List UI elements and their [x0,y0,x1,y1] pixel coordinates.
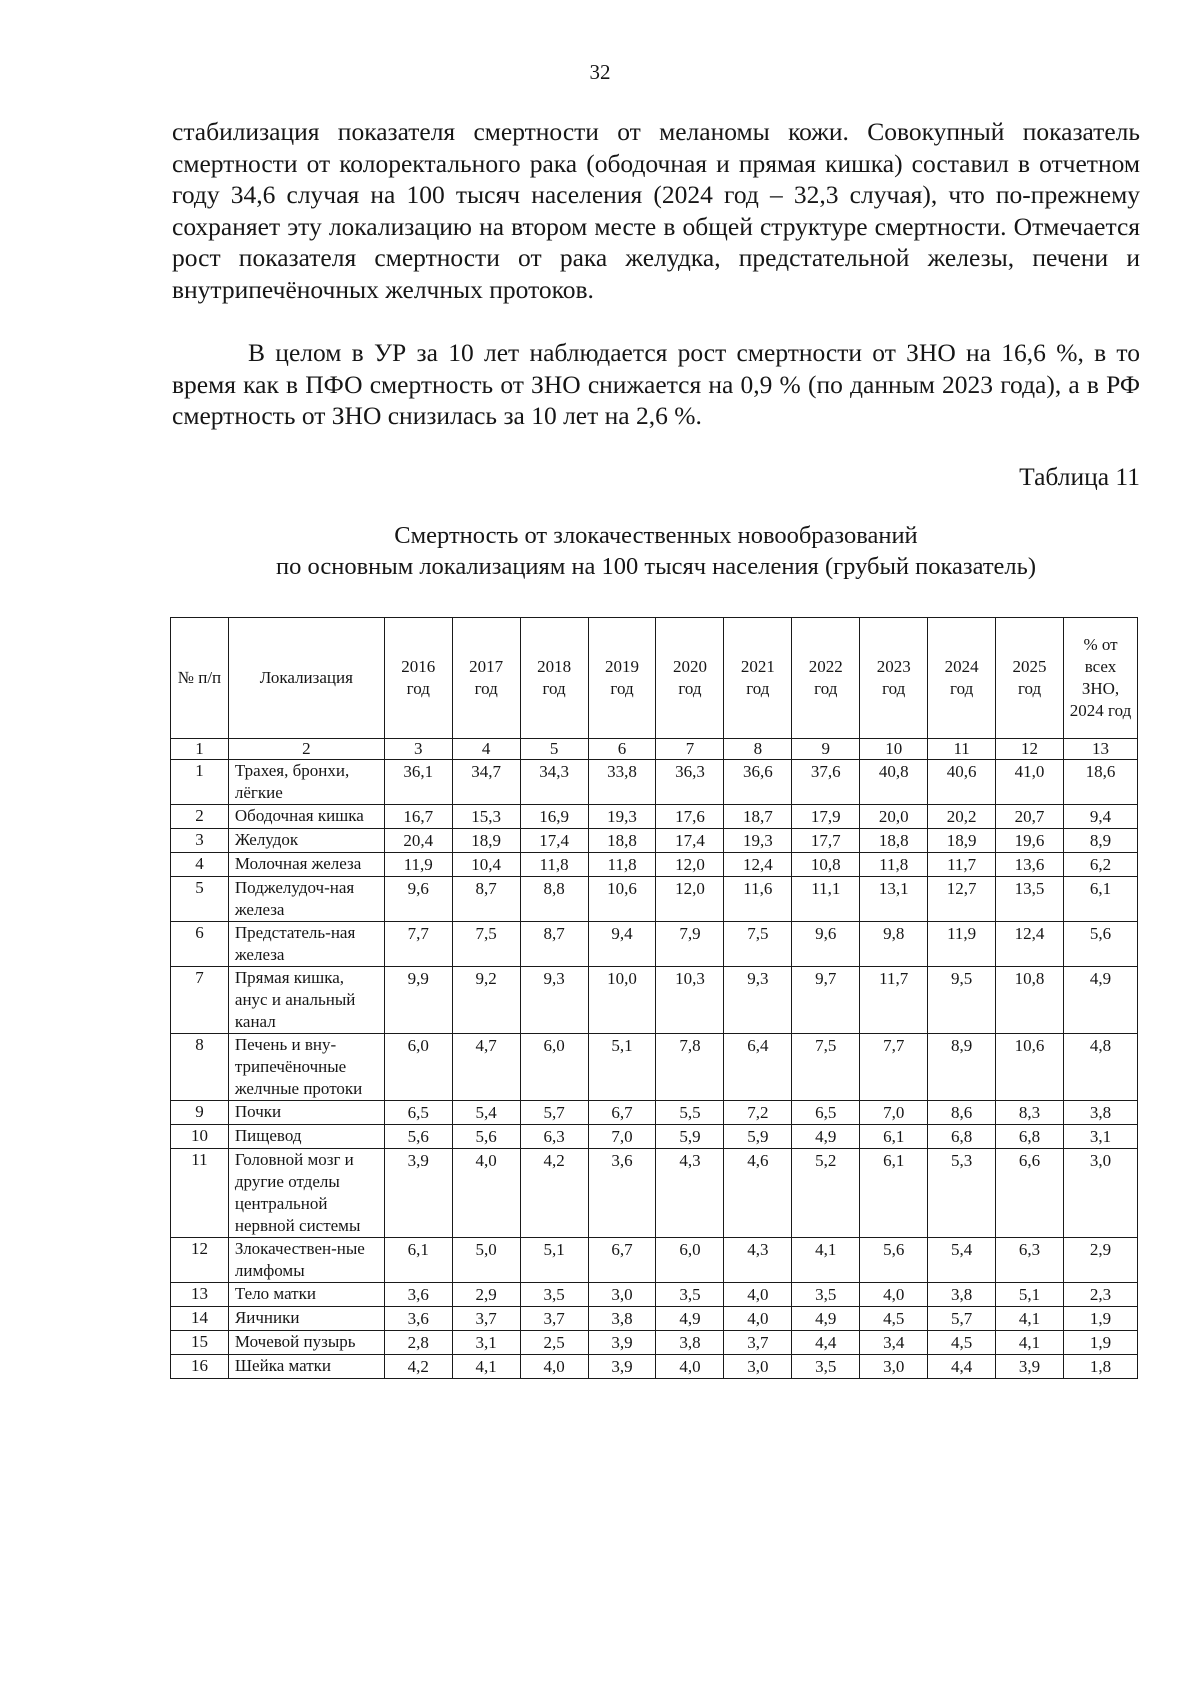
row-value: 10,8 [792,853,860,877]
row-localization: Прямая кишка, анус и анальный канал [228,967,384,1034]
row-value: 7,0 [588,1125,656,1149]
row-value: 12,4 [996,922,1064,967]
row-value: 9,3 [724,967,792,1034]
table-number: Таблица 11 [1019,462,1140,491]
row-value: 3,5 [792,1283,860,1307]
table-row [171,1149,1138,1238]
row-value: 5,1 [588,1034,656,1101]
row-value: 16,9 [520,805,588,829]
row-index: 11 [171,1149,229,1238]
row-percent: 9,4 [1064,805,1138,829]
row-localization: Печень и вну-трипечёночные желчные протоки [228,1034,384,1101]
row-value: 3,5 [656,1283,724,1307]
row-value: 6,1 [860,1125,928,1149]
row-value: 3,9 [996,1355,1064,1379]
row-localization: Пищевод [228,1125,384,1149]
row-value: 12,0 [656,877,724,922]
row-value: 9,9 [384,967,452,1034]
row-value: 11,8 [520,853,588,877]
row-index: 12 [171,1238,229,1283]
row-value: 7,2 [724,1101,792,1125]
row-index: 10 [171,1125,229,1149]
row-localization: Предстатель-ная железа [228,922,384,967]
row-value: 8,6 [928,1101,996,1125]
row-index: 5 [171,877,229,922]
row-value: 6,0 [520,1034,588,1101]
row-value: 11,7 [928,853,996,877]
row-value: 10,0 [588,967,656,1034]
table-row [171,853,1138,877]
row-value: 5,7 [520,1101,588,1125]
row-value: 2,8 [384,1331,452,1355]
row-value: 8,3 [996,1101,1064,1125]
row-value: 10,6 [996,1034,1064,1101]
row-value: 8,9 [928,1034,996,1101]
header-year: 2021 год [724,618,792,739]
table-row [171,1307,1138,1331]
row-value: 34,7 [452,760,520,805]
row-index: 9 [171,1101,229,1125]
row-value: 2,5 [520,1331,588,1355]
row-value: 5,3 [928,1149,996,1238]
row-value: 3,4 [860,1331,928,1355]
row-value: 6,1 [860,1149,928,1238]
row-value: 3,8 [928,1283,996,1307]
row-value: 4,2 [520,1149,588,1238]
row-value: 6,8 [928,1125,996,1149]
row-value: 3,6 [384,1283,452,1307]
row-value: 3,8 [588,1307,656,1331]
row-value: 9,6 [384,877,452,922]
row-value: 5,2 [792,1149,860,1238]
row-value: 13,5 [996,877,1064,922]
row-percent: 4,9 [1064,967,1138,1034]
row-value: 4,9 [792,1307,860,1331]
row-value: 36,3 [656,760,724,805]
row-value: 9,7 [792,967,860,1034]
row-percent: 3,0 [1064,1149,1138,1238]
row-localization: Ободочная кишка [228,805,384,829]
page-number: 32 [589,60,611,84]
row-value: 18,8 [860,829,928,853]
row-index: 7 [171,967,229,1034]
row-value: 10,3 [656,967,724,1034]
row-value: 34,3 [520,760,588,805]
row-value: 8,7 [520,922,588,967]
row-value: 20,0 [860,805,928,829]
column-number-row [171,739,1138,760]
row-localization: Желудок [228,829,384,853]
column-number: 1 [171,739,229,760]
row-percent: 1,9 [1064,1307,1138,1331]
row-percent: 1,8 [1064,1355,1138,1379]
row-index: 15 [171,1331,229,1355]
row-value: 3,7 [452,1307,520,1331]
header-year: 2017 год [452,618,520,739]
row-value: 18,9 [452,829,520,853]
row-value: 5,4 [452,1101,520,1125]
row-index: 8 [171,1034,229,1101]
header-year: 2018 год [520,618,588,739]
row-value: 5,1 [996,1283,1064,1307]
row-value: 5,9 [656,1125,724,1149]
row-percent: 3,1 [1064,1125,1138,1149]
row-value: 19,6 [996,829,1064,853]
row-percent: 1,9 [1064,1331,1138,1355]
column-number: 11 [928,739,996,760]
row-value: 4,9 [792,1125,860,1149]
row-value: 9,6 [792,922,860,967]
row-value: 6,7 [588,1101,656,1125]
header-index: № п/п [171,618,229,739]
row-value: 3,9 [588,1355,656,1379]
row-localization: Яичники [228,1307,384,1331]
table-row [171,877,1138,922]
row-value: 9,4 [588,922,656,967]
row-index: 16 [171,1355,229,1379]
row-value: 17,4 [520,829,588,853]
row-localization: Злокачествен-ные лимфомы [228,1238,384,1283]
row-value: 4,6 [724,1149,792,1238]
row-percent: 3,8 [1064,1101,1138,1125]
row-value: 40,6 [928,760,996,805]
row-value: 4,2 [384,1355,452,1379]
row-value: 17,9 [792,805,860,829]
mortality-table [170,617,1138,1379]
row-localization: Головной мозг и другие отделы центральной нервной системы [228,1149,384,1238]
row-index: 2 [171,805,229,829]
row-value: 5,9 [724,1125,792,1149]
row-value: 5,4 [928,1238,996,1283]
row-value: 20,7 [996,805,1064,829]
row-value: 16,7 [384,805,452,829]
column-number: 10 [860,739,928,760]
row-value: 3,9 [384,1149,452,1238]
row-value: 17,7 [792,829,860,853]
row-localization: Тело матки [228,1283,384,1307]
row-index: 1 [171,760,229,805]
row-value: 3,0 [860,1355,928,1379]
row-value: 11,6 [724,877,792,922]
row-value: 7,5 [724,922,792,967]
column-number: 7 [656,739,724,760]
row-value: 3,0 [724,1355,792,1379]
row-index: 3 [171,829,229,853]
row-value: 8,8 [520,877,588,922]
row-value: 4,5 [928,1331,996,1355]
row-value: 4,5 [860,1307,928,1331]
row-value: 7,7 [860,1034,928,1101]
table-row [171,1283,1138,1307]
row-value: 4,3 [724,1238,792,1283]
row-index: 4 [171,853,229,877]
row-value: 6,3 [520,1125,588,1149]
row-value: 5,1 [520,1238,588,1283]
column-number: 9 [792,739,860,760]
row-value: 3,0 [588,1283,656,1307]
table-row [171,760,1138,805]
row-value: 11,8 [860,853,928,877]
row-localization: Мочевой пузырь [228,1331,384,1355]
row-value: 7,5 [792,1034,860,1101]
row-value: 11,9 [928,922,996,967]
row-value: 3,8 [656,1331,724,1355]
row-value: 5,6 [384,1125,452,1149]
row-value: 10,8 [996,967,1064,1034]
row-value: 36,6 [724,760,792,805]
column-number: 6 [588,739,656,760]
row-value: 4,1 [792,1238,860,1283]
row-value: 13,6 [996,853,1064,877]
column-number: 12 [996,739,1064,760]
header-year: 2023 год [860,618,928,739]
row-value: 18,9 [928,829,996,853]
row-value: 19,3 [724,829,792,853]
row-value: 17,4 [656,829,724,853]
row-value: 6,4 [724,1034,792,1101]
row-value: 4,0 [656,1355,724,1379]
row-value: 5,6 [860,1238,928,1283]
row-value: 20,2 [928,805,996,829]
row-value: 18,8 [588,829,656,853]
row-value: 40,8 [860,760,928,805]
column-number: 8 [724,739,792,760]
row-value: 9,3 [520,967,588,1034]
row-value: 4,0 [724,1283,792,1307]
body-paragraph-1: стабилизация показателя смертности от меланомы кожи. Совокупный показатель смертности от колоректального рака (ободочная и прямая кишка) составил в отчетном году 34,6 случая на 100 тысяч населения (2024 год – 32,3 случая), что по-прежнему сохраняет эту локализацию на втором месте в общей структуре смертности. Отмечается рост показателя смертности от рака желудка, предстательной железы, печени и внутрипечёночных желчных протоков. [172,117,1140,304]
row-percent: 6,1 [1064,877,1138,922]
row-value: 11,1 [792,877,860,922]
row-value: 11,9 [384,853,452,877]
header-year: 2025 год [996,618,1064,739]
row-value: 6,6 [996,1149,1064,1238]
row-value: 4,0 [860,1283,928,1307]
row-value: 5,0 [452,1238,520,1283]
row-value: 6,8 [996,1125,1064,1149]
row-percent: 6,2 [1064,853,1138,877]
row-value: 3,7 [520,1307,588,1331]
header-year: 2016 год [384,618,452,739]
row-value: 37,6 [792,760,860,805]
column-number: 13 [1064,739,1138,760]
row-value: 11,7 [860,967,928,1034]
row-value: 15,3 [452,805,520,829]
table-row [171,805,1138,829]
column-number: 4 [452,739,520,760]
row-value: 4,3 [656,1149,724,1238]
row-index: 6 [171,922,229,967]
row-value: 10,6 [588,877,656,922]
row-value: 5,5 [656,1101,724,1125]
row-index: 13 [171,1283,229,1307]
row-value: 6,5 [384,1101,452,1125]
table-row [171,1034,1138,1101]
table-row [171,829,1138,853]
row-localization: Шейка матки [228,1355,384,1379]
row-value: 6,5 [792,1101,860,1125]
row-value: 18,7 [724,805,792,829]
row-percent: 4,8 [1064,1034,1138,1101]
row-value: 3,9 [588,1331,656,1355]
row-value: 4,4 [928,1355,996,1379]
row-value: 4,1 [452,1355,520,1379]
row-localization: Трахея, бронхи, лёгкие [228,760,384,805]
row-value: 3,5 [520,1283,588,1307]
row-value: 4,0 [520,1355,588,1379]
row-value: 7,5 [452,922,520,967]
row-value: 6,0 [384,1034,452,1101]
column-number: 5 [520,739,588,760]
row-value: 6,0 [656,1238,724,1283]
header-localization: Локализация [228,618,384,739]
row-index: 14 [171,1307,229,1331]
row-value: 3,6 [588,1149,656,1238]
row-value: 33,8 [588,760,656,805]
row-percent: 5,6 [1064,922,1138,967]
row-value: 10,4 [452,853,520,877]
row-value: 11,8 [588,853,656,877]
row-value: 13,1 [860,877,928,922]
row-value: 4,0 [452,1149,520,1238]
header-percent: % от всех ЗНО, 2024 год [1064,618,1138,739]
row-value: 9,2 [452,967,520,1034]
row-value: 8,7 [452,877,520,922]
row-localization: Поджелудоч-ная железа [228,877,384,922]
row-value: 6,3 [996,1238,1064,1283]
row-value: 41,0 [996,760,1064,805]
header-year: 2020 год [656,618,724,739]
row-value: 3,1 [452,1331,520,1355]
table-row [171,1101,1138,1125]
row-value: 5,6 [452,1125,520,1149]
header-year: 2019 год [588,618,656,739]
table-row [171,1238,1138,1283]
row-value: 4,7 [452,1034,520,1101]
row-value: 7,7 [384,922,452,967]
row-value: 4,0 [724,1307,792,1331]
row-value: 4,4 [792,1331,860,1355]
row-value: 3,6 [384,1307,452,1331]
row-value: 12,0 [656,853,724,877]
table-header-row [171,618,1138,739]
row-localization: Молочная железа [228,853,384,877]
row-value: 7,0 [860,1101,928,1125]
row-value: 9,5 [928,967,996,1034]
table-row [171,967,1138,1034]
row-value: 6,7 [588,1238,656,1283]
row-value: 3,7 [724,1331,792,1355]
row-percent: 8,9 [1064,829,1138,853]
row-value: 12,7 [928,877,996,922]
row-value: 6,1 [384,1238,452,1283]
row-value: 36,1 [384,760,452,805]
row-value: 4,9 [656,1307,724,1331]
row-value: 2,9 [452,1283,520,1307]
row-percent: 18,6 [1064,760,1138,805]
row-value: 5,7 [928,1307,996,1331]
row-percent: 2,3 [1064,1283,1138,1307]
table-row [171,1331,1138,1355]
row-value: 4,1 [996,1307,1064,1331]
row-value: 7,8 [656,1034,724,1101]
table-body [171,760,1138,1379]
row-value: 9,8 [860,922,928,967]
row-value: 19,3 [588,805,656,829]
column-number: 2 [228,739,384,760]
table-caption-line-2: по основным локализациям на 100 тысяч населения (грубый показатель) [275,553,1036,580]
header-year: 2022 год [792,618,860,739]
table-row [171,1125,1138,1149]
row-value: 7,9 [656,922,724,967]
body-paragraph-2: В целом в УР за 10 лет наблюдается рост смертности от ЗНО на 16,6 %, в то время как в ПФО смертность от ЗНО снижается на 0,9 % (по данным 2023 года), а в РФ смертность от ЗНО снизилась за 10 лет на 2,6 %. [172,338,1140,430]
row-value: 12,4 [724,853,792,877]
row-value: 17,6 [656,805,724,829]
column-number: 3 [384,739,452,760]
row-value: 20,4 [384,829,452,853]
table-row [171,1355,1138,1379]
table-caption [172,520,1140,582]
table-row [171,922,1138,967]
row-percent: 2,9 [1064,1238,1138,1283]
header-year: 2024 год [928,618,996,739]
row-value: 4,1 [996,1331,1064,1355]
row-localization: Почки [228,1101,384,1125]
table-caption-line-1: Смертность от злокачественных новообразований [394,522,918,549]
row-value: 3,5 [792,1355,860,1379]
